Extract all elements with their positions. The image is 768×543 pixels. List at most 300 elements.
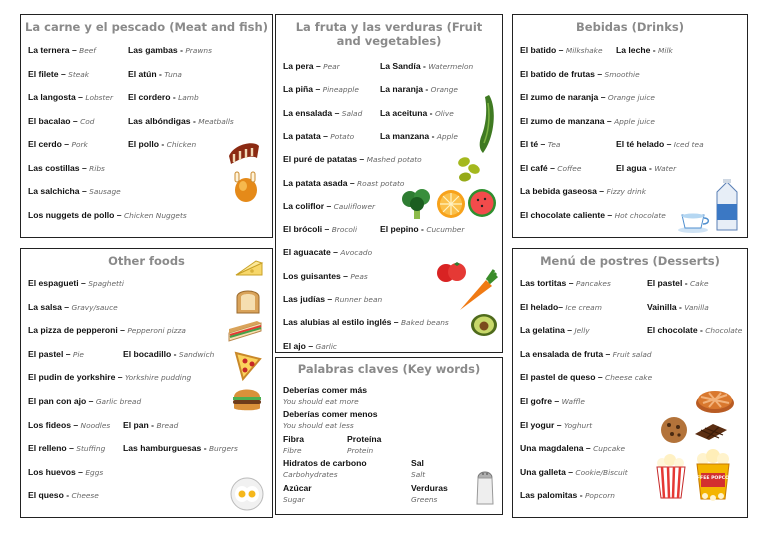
keyword-item: Deberías comer más You should eat more <box>283 385 368 406</box>
vocab-entry <box>283 224 357 235</box>
english-translation: Fruit salad <box>612 349 652 359</box>
burger-icon <box>231 386 263 412</box>
separator: – <box>313 84 323 95</box>
spanish-term: La patata asada <box>283 177 348 188</box>
english-translation: Orange <box>430 85 458 95</box>
spanish-term: La coliflor <box>283 200 325 211</box>
cookie-icon <box>659 415 689 445</box>
separator: - <box>427 107 435 118</box>
spanish-term: El pollo <box>128 139 160 149</box>
avocado-icon <box>469 312 499 338</box>
vocab-entry <box>520 139 560 150</box>
vocab-entry <box>520 186 646 197</box>
vocab-entry <box>520 325 590 336</box>
separator: – <box>552 396 562 406</box>
vocab-entry <box>283 84 359 95</box>
separator: – <box>332 107 342 118</box>
key-words-panel <box>275 357 503 515</box>
english-translation: Meatballs <box>198 116 234 126</box>
drinks-panel <box>512 14 748 238</box>
separator: – <box>115 372 125 383</box>
chocolate-icon <box>693 420 729 444</box>
vocab-entry <box>128 116 234 127</box>
english-translation: Smoothie <box>604 69 640 79</box>
spanish-term: La aceituna <box>380 107 428 118</box>
spanish-term: El pastel de queso <box>520 372 596 383</box>
vocab-entry <box>283 317 449 328</box>
panel-title: Bebidas (Drinks) <box>576 20 684 34</box>
english-translation: Coffee <box>557 163 582 173</box>
english-translation: Yorkshire pudding <box>124 373 192 383</box>
spanish-term: Las albóndigas <box>128 115 191 126</box>
separator: – <box>391 317 401 328</box>
vocab-entry <box>616 163 676 174</box>
vocab-entry <box>123 420 178 431</box>
english-translation: Water <box>654 163 677 173</box>
spanish-term: Una galleta <box>520 466 566 477</box>
separator: – <box>598 92 608 102</box>
ribs-icon <box>226 138 262 168</box>
cucumber-icon <box>475 93 497 155</box>
separator: - <box>171 348 179 359</box>
fruit-vegetables-panel <box>275 14 503 353</box>
vocab-entry <box>616 139 704 150</box>
separator: – <box>554 419 564 430</box>
orange-icon <box>435 188 467 220</box>
english-translation: Bread <box>156 420 179 430</box>
separator: – <box>595 372 606 383</box>
english-translation: Jelly <box>574 326 590 336</box>
english-translation: Cookie/Biscuit <box>575 467 628 477</box>
separator: – <box>58 68 69 79</box>
vocab-entry <box>520 163 581 174</box>
vocab-entry <box>380 61 473 72</box>
vocab-entry <box>28 69 89 80</box>
separator: – <box>325 294 335 304</box>
english-translation: Garlic bread <box>95 397 142 406</box>
english-translation: Cheese cake <box>605 373 653 383</box>
english-translation: Chocolate <box>705 326 743 336</box>
spanish-term: El brócoli <box>283 224 323 235</box>
spanish-term: Los huevos <box>28 466 76 477</box>
vocab-entry <box>128 139 196 150</box>
spanish-term: La patata <box>283 130 321 141</box>
english-translation: Chicken Nuggets <box>123 210 187 220</box>
spanish-term: Las hamburguesas <box>123 443 202 454</box>
english-translation: Runner bean <box>334 295 383 304</box>
separator: – <box>79 186 90 196</box>
separator: – <box>324 200 334 211</box>
separator: – <box>605 209 615 220</box>
vocab-entry <box>520 116 655 127</box>
spanish-term: Las palomitas <box>520 490 578 501</box>
separator: - <box>156 68 165 79</box>
separator: – <box>322 224 332 235</box>
separator: – <box>114 209 124 220</box>
separator: – <box>86 396 96 406</box>
spanish-term: La piña <box>283 84 314 95</box>
spanish-term: La leche <box>616 45 651 55</box>
vocab-entry <box>283 201 375 212</box>
english-translation: Yoghurt <box>563 420 593 430</box>
keyword-item: Hidratos de carbono Carbohydrates <box>283 458 367 479</box>
spanish-term: Las tortitas <box>520 278 567 288</box>
sandwich-icon <box>227 319 263 345</box>
keyword-item: Azúcar Sugar <box>283 483 312 504</box>
separator: – <box>594 68 605 79</box>
vocab-entry <box>520 396 585 407</box>
pizza-slice-icon <box>233 349 263 381</box>
spanish-term: El bocadillo <box>123 348 172 359</box>
separator: – <box>340 270 351 281</box>
panel-title: Menú de postres (Desserts) <box>540 254 720 268</box>
spanish-term: El relleno <box>28 443 67 454</box>
panel-title: Other foods <box>108 254 185 268</box>
separator: – <box>61 301 72 312</box>
spanish-term: La gelatina <box>520 325 565 336</box>
vocab-entry <box>520 349 652 360</box>
vocab-entry <box>28 372 191 383</box>
english-translation: Prawns <box>185 46 212 55</box>
english-translation: Apple juice <box>614 116 655 126</box>
english-translation: Eggs <box>85 467 104 477</box>
separator: - <box>676 301 685 312</box>
separator: – <box>556 45 566 55</box>
keyword-item: Fibra Fibre <box>283 434 305 455</box>
panel-title: Palabras claves (Key words) <box>297 362 481 376</box>
english-translation: Pear <box>323 62 340 71</box>
english-translation: Gravy/sauce <box>71 302 118 312</box>
popcorn-bucket-icon <box>654 453 688 499</box>
english-translation: Pancakes <box>575 279 611 288</box>
english-translation: Iced tea <box>673 140 704 149</box>
separator: - <box>201 443 209 454</box>
english-translation: Tea <box>547 140 561 149</box>
vocab-entry <box>128 92 199 103</box>
spanish-term: La pera <box>283 61 314 71</box>
spanish-term: El café <box>520 162 548 173</box>
vocab-entry <box>28 490 99 501</box>
separator: - <box>650 45 659 55</box>
keyword-item: Verduras Greens <box>411 483 448 504</box>
english-translation: Avocado <box>340 248 373 258</box>
english-translation: Orange juice <box>607 93 655 102</box>
vocab-entry <box>283 131 354 142</box>
english-translation: Baked beans <box>400 318 449 328</box>
spanish-term: Las judías <box>283 294 326 304</box>
separator: – <box>565 466 576 477</box>
separator: – <box>69 45 80 55</box>
vocab-entry <box>28 278 124 289</box>
english-translation: Pie <box>72 349 84 359</box>
vocab-entry <box>380 131 458 142</box>
separator: – <box>558 301 566 312</box>
vocab-entry <box>28 443 105 454</box>
vocab-entry <box>520 372 652 383</box>
english-translation: Milk <box>658 46 673 55</box>
separator: - <box>697 325 706 336</box>
english-translation: Olive <box>434 108 454 118</box>
english-translation: Burgers <box>208 444 238 454</box>
separator: – <box>75 466 86 477</box>
vocab-entry <box>28 302 118 313</box>
separator: - <box>63 490 72 501</box>
vocab-entry <box>283 108 362 119</box>
vocab-entry <box>283 61 340 72</box>
spanish-term: La ensalada <box>283 107 333 118</box>
spanish-term: El chocolate caliente <box>520 209 606 220</box>
separator: – <box>63 348 73 359</box>
spanish-term: El puré de patatas <box>283 154 358 165</box>
vocab-entry <box>647 278 709 289</box>
olives-icon <box>456 153 482 185</box>
separator: – <box>305 340 316 351</box>
vocab-entry <box>647 325 742 336</box>
vocab-entry <box>28 467 103 478</box>
other-foods-panel <box>20 248 273 518</box>
spanish-term: Las costillas <box>28 162 80 173</box>
salt-shaker-icon <box>474 466 496 506</box>
english-translation: Fizzy drink <box>606 187 647 196</box>
spanish-term: El pan <box>123 419 149 430</box>
separator: – <box>79 162 90 173</box>
bread-icon <box>233 287 263 315</box>
separator: – <box>313 61 324 71</box>
spanish-term: El té helado <box>616 139 665 149</box>
separator: – <box>596 186 607 196</box>
vocab-entry <box>520 92 655 103</box>
vocab-entry <box>520 45 603 56</box>
english-translation: Cucumber <box>426 225 465 235</box>
spanish-term: El pan con ajo <box>28 396 87 406</box>
english-translation: Milkshake <box>565 46 603 55</box>
vocab-entry <box>520 302 602 313</box>
separator: – <box>70 419 81 430</box>
spanish-term: El cerdo <box>28 139 62 149</box>
english-translation: Lamb <box>178 93 199 102</box>
vocab-entry <box>380 84 458 95</box>
separator: - <box>577 490 585 501</box>
vocab-entry <box>28 396 141 407</box>
vocab-entry <box>520 69 640 80</box>
english-translation: Pork <box>71 140 88 149</box>
watermelon-icon <box>467 188 497 218</box>
separator: - <box>423 84 431 95</box>
separator: – <box>603 348 613 359</box>
vocab-entry <box>380 224 464 235</box>
separator: – <box>357 154 367 165</box>
english-translation: Noodles <box>80 420 111 430</box>
english-translation: Cauliflower <box>333 201 376 211</box>
spanish-term: El gofre <box>520 396 552 406</box>
english-translation: Ribs <box>89 163 105 173</box>
carrot-icon <box>456 268 498 314</box>
spanish-term: El batido de frutas <box>520 68 595 79</box>
english-translation: Pineapple <box>322 85 359 95</box>
vocab-entry <box>520 420 592 431</box>
separator: – <box>117 325 128 336</box>
spanish-term: El filete <box>28 68 59 79</box>
separator: – <box>347 177 358 188</box>
vocab-entry <box>520 278 611 289</box>
vocab-entry <box>283 271 368 282</box>
english-translation: Pepperoni pizza <box>127 326 186 336</box>
separator: – <box>583 443 594 454</box>
spanish-term: El pudin de yorkshire <box>28 372 116 383</box>
roast-chicken-icon <box>229 170 263 206</box>
spanish-term: La Sandía <box>380 61 421 71</box>
desserts-panel <box>512 248 748 518</box>
vocab-entry <box>128 69 182 80</box>
english-translation: Potato <box>330 131 355 141</box>
broccoli-icon <box>400 187 434 221</box>
separator: - <box>420 61 429 71</box>
spanish-term: Los nuggets de pollo <box>28 209 115 220</box>
vocab-entry <box>28 210 187 221</box>
separator: - <box>429 130 437 141</box>
spanish-term: Una magdalena <box>520 443 584 454</box>
vocab-entry <box>28 139 88 150</box>
spanish-term: La langosta <box>28 92 76 102</box>
vocab-entry <box>28 45 96 56</box>
spanish-term: El helado <box>520 301 559 312</box>
english-translation: Beef <box>79 46 96 55</box>
teacup-icon <box>677 211 713 233</box>
vocab-entry <box>283 154 422 165</box>
spanish-term: La naranja <box>380 84 423 95</box>
english-translation: Sandwich <box>178 349 215 359</box>
separator: – <box>75 92 86 102</box>
english-translation: Peas <box>350 271 368 281</box>
english-translation: Ice cream <box>565 302 602 312</box>
spanish-term: La ternera <box>28 45 70 55</box>
vocab-entry <box>123 443 238 454</box>
separator: – <box>78 278 89 288</box>
english-translation: Cheese <box>71 491 99 501</box>
spanish-term: Los fideos <box>28 419 71 430</box>
spanish-term: La bebida gaseosa <box>520 186 597 196</box>
separator: – <box>330 247 341 258</box>
english-translation: Sausage <box>89 187 121 196</box>
separator: - <box>148 419 157 430</box>
separator: - <box>159 139 167 149</box>
spanish-term: Las gambas <box>128 45 178 55</box>
separator: - <box>177 45 186 55</box>
spanish-term: El ajo <box>283 340 306 351</box>
spanish-term: El espagueti <box>28 278 79 288</box>
vocab-entry <box>28 349 84 360</box>
separator: – <box>538 139 548 149</box>
spanish-term: La manzana <box>380 130 430 141</box>
vocab-entry <box>28 92 113 103</box>
vocab-entry <box>123 349 214 360</box>
spanish-term: El zumo de naranja <box>520 92 599 102</box>
vocab-entry <box>380 108 454 119</box>
spanish-term: Las alubias al estilo inglés <box>283 317 392 328</box>
separator: – <box>664 139 674 149</box>
separator: – <box>547 162 558 173</box>
vocab-entry <box>283 341 337 352</box>
popcorn-box-icon <box>689 449 737 503</box>
spanish-term: El té <box>520 139 539 149</box>
separator: - <box>682 278 690 288</box>
english-translation: Hot chocolate <box>614 210 666 220</box>
keyword-item: Proteína Protein <box>347 434 382 455</box>
english-translation: Spaghetti <box>88 279 124 288</box>
panel-title: La fruta y las verduras (Fruit and vegetables) <box>295 20 483 48</box>
vocab-entry <box>28 186 121 197</box>
spanish-term: Los guisantes <box>283 270 341 281</box>
vocab-entry <box>520 443 625 454</box>
english-translation: Tuna <box>164 69 182 79</box>
spanish-term: El aguacate <box>283 247 331 258</box>
spanish-term: La salsa <box>28 301 62 312</box>
panel-title: La carne y el pescado (Meat and fish) <box>25 20 268 34</box>
english-translation: Brocoli <box>331 225 358 235</box>
spanish-term: La salchicha <box>28 186 80 196</box>
spanish-term: Vainilla <box>647 301 677 312</box>
vocab-entry <box>616 45 673 56</box>
vocab-entry <box>128 45 212 56</box>
svg-text:COFFEE POPCORN: COFFEE POPCORN <box>689 476 737 481</box>
spanish-term: El pastel <box>28 348 64 359</box>
vocab-entry <box>28 163 105 174</box>
english-translation: Lobster <box>85 93 113 102</box>
separator: - <box>190 115 199 126</box>
english-translation: Popcorn <box>584 491 615 501</box>
vocab-entry <box>283 247 372 258</box>
keyword-item: Deberías comer menos You should eat less <box>283 409 378 430</box>
spanish-term: La ensalada de fruta <box>520 348 604 359</box>
english-translation: Watermelon <box>428 62 474 71</box>
spanish-term: El chocolate <box>647 325 698 336</box>
vocab-entry <box>520 490 615 501</box>
english-translation: Garlic <box>315 341 337 351</box>
english-translation: Chicken <box>166 140 197 149</box>
pie-icon <box>695 385 735 415</box>
keyword-item: Sal Salt <box>411 458 426 479</box>
spanish-term: La pizza de pepperoni <box>28 325 118 336</box>
separator: - <box>170 92 179 102</box>
spanish-term: El yogur <box>520 419 555 430</box>
spanish-term: El queso <box>28 490 64 501</box>
spanish-term: El zumo de manzana <box>520 115 605 126</box>
separator: – <box>61 139 72 149</box>
vocab-entry <box>283 294 382 305</box>
separator: – <box>70 115 81 126</box>
spanish-term: El batido <box>520 45 557 55</box>
english-translation: Stuffing <box>76 444 106 454</box>
separator: – <box>604 115 615 126</box>
english-translation: Apple <box>436 131 458 141</box>
spanish-term: El agua <box>616 162 647 173</box>
vocab-entry <box>28 420 110 431</box>
vocab-entry <box>283 178 404 189</box>
separator: – <box>564 325 575 336</box>
spanish-term: El bacalao <box>28 115 71 126</box>
english-translation: Salad <box>341 108 363 118</box>
english-translation: Cupcake <box>593 444 626 454</box>
vocab-entry <box>520 210 666 221</box>
separator: – <box>566 278 576 288</box>
cheese-icon <box>234 259 264 279</box>
meat-fish-panel <box>20 14 273 238</box>
english-translation: Roast potato <box>357 178 405 188</box>
english-translation: Steak <box>68 69 90 79</box>
spanish-term: El atún <box>128 68 157 79</box>
vocab-entry <box>28 325 186 336</box>
fried-eggs-icon <box>230 477 264 511</box>
